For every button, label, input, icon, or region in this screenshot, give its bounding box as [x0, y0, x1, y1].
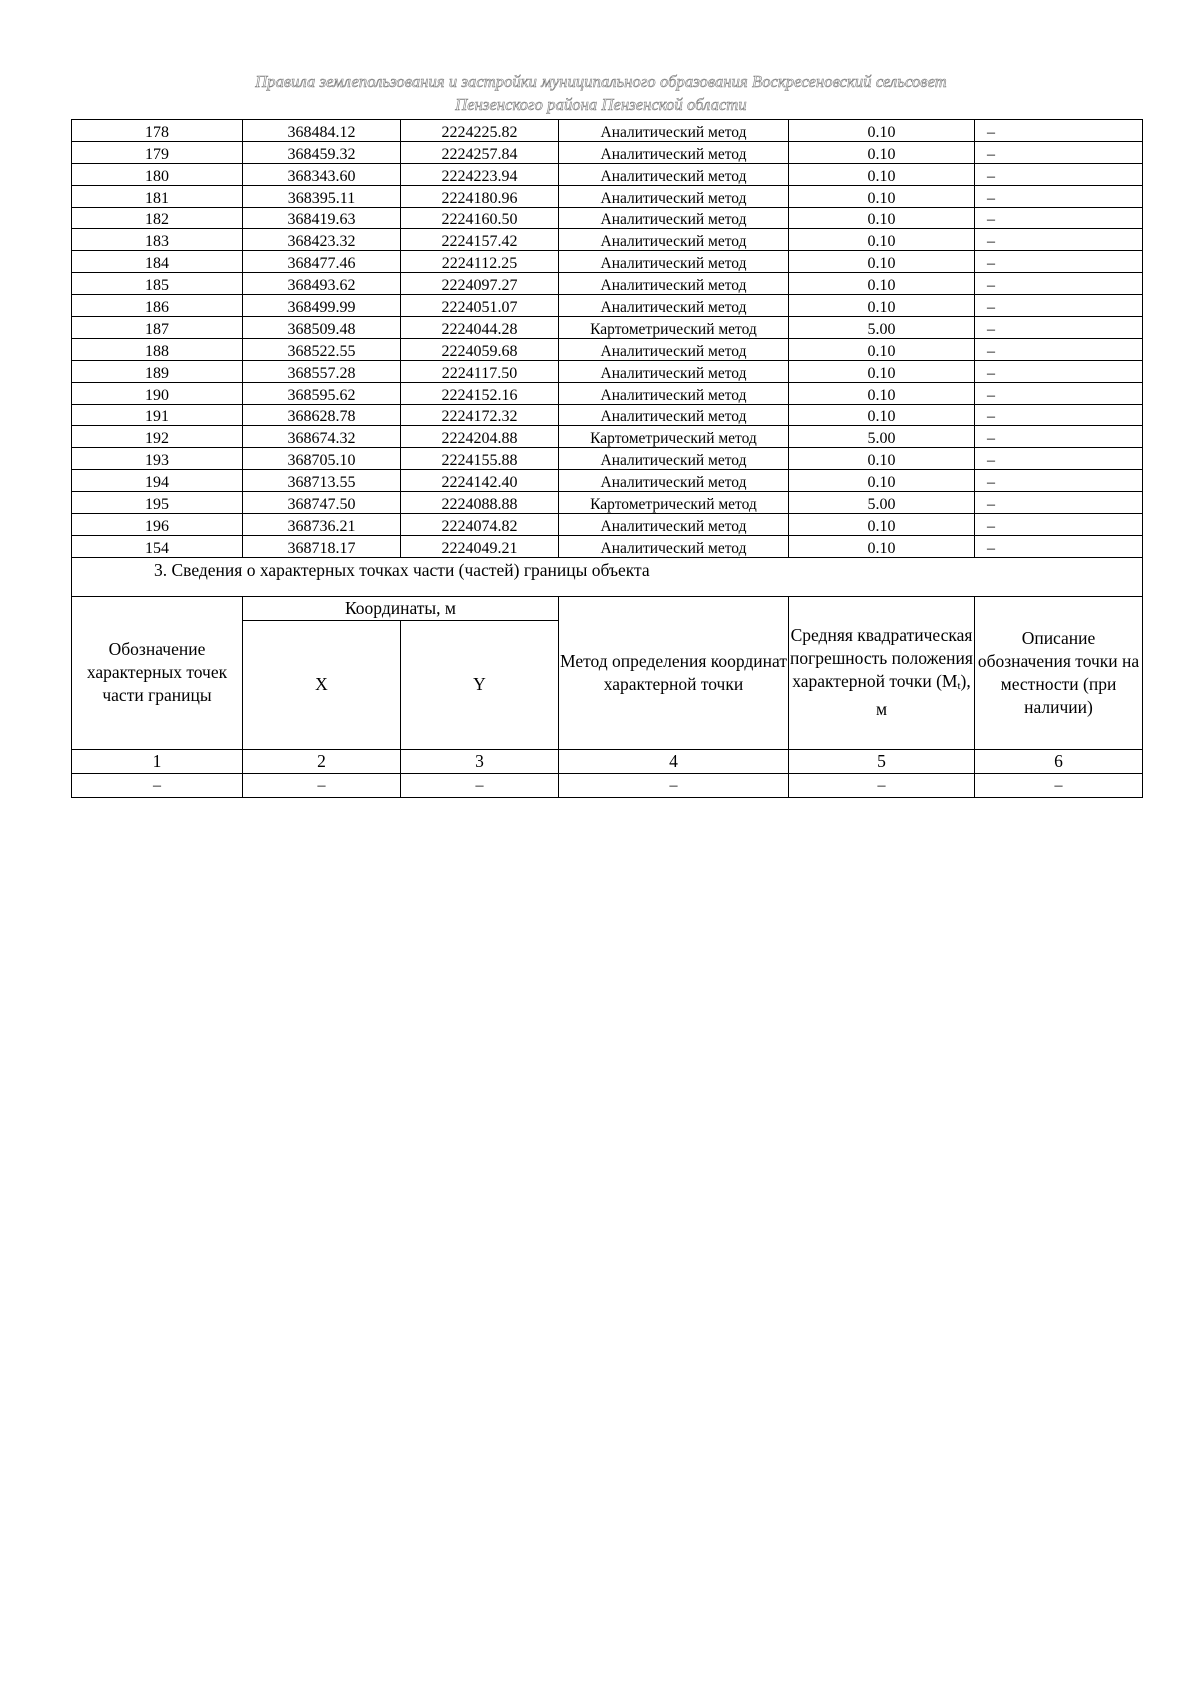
- cell-coordinate-y: 2224204.88: [401, 426, 559, 448]
- cell-coordinate-y: 2224049.21: [401, 535, 559, 557]
- cell-description: –: [975, 251, 1143, 273]
- cell-description: –: [975, 141, 1143, 163]
- column-number: 4: [559, 749, 789, 773]
- table-row: [72, 360, 1143, 382]
- cell-mean-error: 5.00: [789, 492, 975, 514]
- empty-data-row: [72, 773, 1143, 797]
- cell-point-number: 154: [72, 535, 243, 557]
- cell-coordinate-x: 368747.50: [243, 492, 401, 514]
- cell-description: –: [975, 426, 1143, 448]
- column-number: 6: [975, 749, 1143, 773]
- cell-method: Аналитический метод: [559, 229, 789, 251]
- empty-cell: –: [401, 773, 559, 797]
- cell-coordinate-x: 368595.62: [243, 382, 401, 404]
- cell-coordinate-x: 368499.99: [243, 295, 401, 317]
- table-row: [72, 141, 1143, 163]
- column-header-method: Метод определения координат характерной точки: [559, 596, 789, 749]
- cell-method: Аналитический метод: [559, 141, 789, 163]
- cell-description: –: [975, 470, 1143, 492]
- column-header-x: X: [243, 620, 401, 749]
- cell-mean-error: 0.10: [789, 470, 975, 492]
- cell-coordinate-x: 368493.62: [243, 273, 401, 295]
- cell-coordinate-x: 368736.21: [243, 514, 401, 536]
- cell-point-number: 183: [72, 229, 243, 251]
- cell-mean-error: 0.10: [789, 141, 975, 163]
- cell-point-number: 179: [72, 141, 243, 163]
- cell-coordinate-y: 2224257.84: [401, 141, 559, 163]
- cell-mean-error: 0.10: [789, 535, 975, 557]
- header-line-2: Пензенского района Пензенской области: [455, 95, 747, 114]
- cell-point-number: 186: [72, 295, 243, 317]
- empty-cell: –: [243, 773, 401, 797]
- cell-point-number: 194: [72, 470, 243, 492]
- cell-mean-error: 0.10: [789, 207, 975, 229]
- cell-description: –: [975, 492, 1143, 514]
- column-number: 5: [789, 749, 975, 773]
- section-3-title: 3. Сведения о характерных точках части (частей) границы объекта: [72, 557, 1143, 596]
- cell-coordinate-y: 2224152.16: [401, 382, 559, 404]
- cell-coordinate-x: 368674.32: [243, 426, 401, 448]
- table-row: [72, 317, 1143, 339]
- table-row: [72, 448, 1143, 470]
- column-number: 2: [243, 749, 401, 773]
- cell-mean-error: 0.10: [789, 338, 975, 360]
- cell-method: Картометрический метод: [559, 492, 789, 514]
- cell-coordinate-y: 2224112.25: [401, 251, 559, 273]
- boundary-points-table: [71, 119, 1143, 798]
- cell-point-number: 185: [72, 273, 243, 295]
- cell-coordinate-y: 2224142.40: [401, 470, 559, 492]
- cell-coordinate-y: 2224160.50: [401, 207, 559, 229]
- column-header-coordinates: Координаты, м: [243, 596, 559, 620]
- cell-point-number: 182: [72, 207, 243, 229]
- cell-mean-error: 0.10: [789, 163, 975, 185]
- cell-mean-error: 5.00: [789, 426, 975, 448]
- cell-point-number: 180: [72, 163, 243, 185]
- table-row: [72, 535, 1143, 557]
- cell-coordinate-y: 2224051.07: [401, 295, 559, 317]
- cell-point-number: 181: [72, 185, 243, 207]
- cell-mean-error: 0.10: [789, 360, 975, 382]
- cell-coordinate-x: 368477.46: [243, 251, 401, 273]
- cell-point-number: 196: [72, 514, 243, 536]
- cell-description: –: [975, 207, 1143, 229]
- cell-point-number: 188: [72, 338, 243, 360]
- cell-coordinate-x: 368522.55: [243, 338, 401, 360]
- cell-coordinate-x: 368343.60: [243, 163, 401, 185]
- cell-description: –: [975, 163, 1143, 185]
- cell-mean-error: 0.10: [789, 448, 975, 470]
- cell-coordinate-x: 368395.11: [243, 185, 401, 207]
- table-row: [72, 514, 1143, 536]
- table-row: [72, 338, 1143, 360]
- cell-method: Аналитический метод: [559, 207, 789, 229]
- cell-mean-error: 0.10: [789, 229, 975, 251]
- cell-coordinate-x: 368423.32: [243, 229, 401, 251]
- cell-point-number: 193: [72, 448, 243, 470]
- cell-point-number: 178: [72, 120, 243, 142]
- cell-coordinate-y: 2224097.27: [401, 273, 559, 295]
- cell-method: Картометрический метод: [559, 426, 789, 448]
- cell-mean-error: 0.10: [789, 273, 975, 295]
- empty-cell: –: [72, 773, 243, 797]
- cell-point-number: 190: [72, 382, 243, 404]
- cell-method: Аналитический метод: [559, 470, 789, 492]
- table-row: [72, 185, 1143, 207]
- cell-description: –: [975, 404, 1143, 426]
- cell-mean-error: 5.00: [789, 317, 975, 339]
- empty-cell: –: [559, 773, 789, 797]
- cell-method: Аналитический метод: [559, 338, 789, 360]
- cell-coordinate-y: 2224157.42: [401, 229, 559, 251]
- cell-coordinate-y: 2224074.82: [401, 514, 559, 536]
- cell-mean-error: 0.10: [789, 185, 975, 207]
- cell-mean-error: 0.10: [789, 295, 975, 317]
- cell-description: –: [975, 360, 1143, 382]
- cell-mean-error: 0.10: [789, 251, 975, 273]
- table-row: [72, 382, 1143, 404]
- cell-coordinate-y: 2224059.68: [401, 338, 559, 360]
- table-row: [72, 251, 1143, 273]
- cell-coordinate-x: 368713.55: [243, 470, 401, 492]
- cell-coordinate-x: 368484.12: [243, 120, 401, 142]
- cell-description: –: [975, 295, 1143, 317]
- cell-method: Аналитический метод: [559, 295, 789, 317]
- cell-coordinate-y: 2224044.28: [401, 317, 559, 339]
- cell-coordinate-y: 2224180.96: [401, 185, 559, 207]
- cell-method: Аналитический метод: [559, 448, 789, 470]
- column-number: 1: [72, 749, 243, 773]
- cell-method: Картометрический метод: [559, 317, 789, 339]
- cell-description: –: [975, 317, 1143, 339]
- cell-coordinate-x: 368509.48: [243, 317, 401, 339]
- table-row: [72, 426, 1143, 448]
- cell-coordinate-x: 368419.63: [243, 207, 401, 229]
- cell-coordinate-x: 368459.32: [243, 141, 401, 163]
- table-row: [72, 295, 1143, 317]
- column-header-y: Y: [401, 620, 559, 749]
- column-number-row: [72, 749, 1143, 773]
- empty-cell: –: [789, 773, 975, 797]
- cell-description: –: [975, 120, 1143, 142]
- cell-point-number: 192: [72, 426, 243, 448]
- document-running-header: [71, 70, 1131, 116]
- cell-mean-error: 0.10: [789, 382, 975, 404]
- column-header-mean-error: [789, 596, 975, 749]
- table-row: [72, 163, 1143, 185]
- cell-method: Аналитический метод: [559, 251, 789, 273]
- cell-description: –: [975, 338, 1143, 360]
- cell-description: –: [975, 448, 1143, 470]
- mean-error-unit: ), м: [875, 671, 971, 720]
- cell-coordinate-y: 2224225.82: [401, 120, 559, 142]
- table-row: [72, 404, 1143, 426]
- cell-method: Аналитический метод: [559, 404, 789, 426]
- table-row: [72, 120, 1143, 142]
- header-line-1: Правила землепользования и застройки муниципального образования Воскресеновский сельсовет: [255, 72, 947, 91]
- table-row: [72, 273, 1143, 295]
- cell-coordinate-y: 2224117.50: [401, 360, 559, 382]
- cell-coordinate-y: 2224172.32: [401, 404, 559, 426]
- cell-coordinate-y: 2224223.94: [401, 163, 559, 185]
- column-number: 3: [401, 749, 559, 773]
- cell-point-number: 195: [72, 492, 243, 514]
- column-header-description: Описание обозначения точки на местности (при наличии): [975, 596, 1143, 749]
- mean-error-subscript: t: [957, 680, 961, 693]
- cell-mean-error: 0.10: [789, 404, 975, 426]
- cell-mean-error: 0.10: [789, 514, 975, 536]
- cell-coordinate-y: 2224155.88: [401, 448, 559, 470]
- cell-mean-error: 0.10: [789, 120, 975, 142]
- cell-coordinate-x: 368705.10: [243, 448, 401, 470]
- cell-description: –: [975, 514, 1143, 536]
- table-row: [72, 470, 1143, 492]
- table-row: [72, 207, 1143, 229]
- mean-error-text: Средняя квадратическая погрешность положения характерной точки (M: [790, 625, 973, 692]
- cell-coordinate-y: 2224088.88: [401, 492, 559, 514]
- cell-method: Аналитический метод: [559, 185, 789, 207]
- cell-point-number: 184: [72, 251, 243, 273]
- cell-point-number: 191: [72, 404, 243, 426]
- table-row: [72, 492, 1143, 514]
- cell-point-number: 189: [72, 360, 243, 382]
- cell-point-number: 187: [72, 317, 243, 339]
- cell-coordinate-x: 368628.78: [243, 404, 401, 426]
- section-3-block: [72, 557, 1143, 797]
- cell-description: –: [975, 229, 1143, 251]
- cell-description: –: [975, 273, 1143, 295]
- cell-method: Аналитический метод: [559, 382, 789, 404]
- cell-method: Аналитический метод: [559, 273, 789, 295]
- cell-method: Аналитический метод: [559, 535, 789, 557]
- cell-method: Аналитический метод: [559, 514, 789, 536]
- cell-coordinate-x: 368718.17: [243, 535, 401, 557]
- table-row: [72, 229, 1143, 251]
- column-header-point-designation: Обозначение характерных точек части границы: [72, 596, 243, 749]
- cell-method: Аналитический метод: [559, 163, 789, 185]
- cell-coordinate-x: 368557.28: [243, 360, 401, 382]
- cell-method: Аналитический метод: [559, 120, 789, 142]
- cell-method: Аналитический метод: [559, 360, 789, 382]
- cell-description: –: [975, 535, 1143, 557]
- cell-description: –: [975, 382, 1143, 404]
- cell-description: –: [975, 185, 1143, 207]
- points-table-body: [72, 120, 1143, 558]
- empty-cell: –: [975, 773, 1143, 797]
